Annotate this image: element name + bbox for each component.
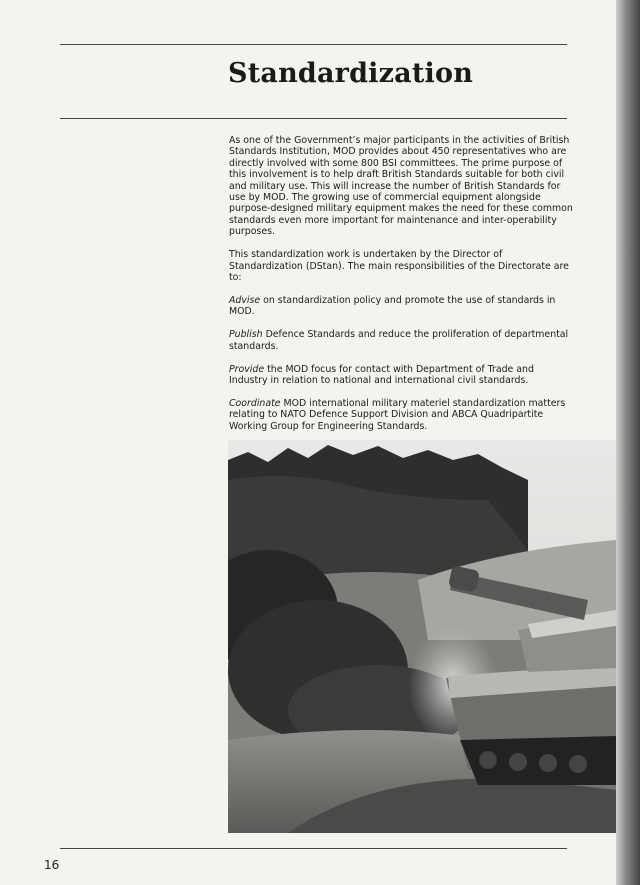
paragraph-publish [229,329,574,352]
tank-photo-illustration [228,440,616,833]
paragraph-coordinate [229,398,574,432]
coordinate-text: MOD international military materiel standardization matters relating to NATO Defence Support Division and ABCA Quadripartite Working Group for Engineering Standards. [229,397,566,432]
provide-lead: Provide [229,363,265,375]
advise-text: on standardization policy and promote the use of standards in MOD. [229,294,556,318]
page-title: Standardization [228,58,474,89]
title-underline-rule [60,118,567,119]
paragraph-dstan: This standardization work is undertaken by the Director of Standardization (DStan). The main responsibilities of the Directorate are to: [229,249,569,283]
paragraph-provide [229,364,574,387]
top-rule [60,44,567,45]
publish-text: Defence Standards and reduce the proliferation of departmental standards. [229,329,569,352]
page-edge-shadow [616,0,640,885]
coordinate-lead: Coordinate [229,397,281,409]
paragraph-advise [229,295,574,318]
footer-rule [60,848,567,849]
body-text [229,135,574,466]
paragraph-intro: As one of the Government’s major participants in the activities of British Standards Institution, MOD provides about 450 representatives who are directly involved with some 800 BSI committees. The prime purpose of this involvement is to help draft British Standards suitable for both civil and military use. This will increase the number of British Standards for use by MOD. The growing use of commercial equipment alongside purpose-designed military equipment makes the need for these common standards even more important for maintenance and inter-operability purposes. [229,135,573,238]
advise-lead: Advise [229,294,261,306]
tank-photograph [228,440,616,833]
provide-text: the MOD focus for contact with Department of Trade and Industry in relation to national and international civil standards. [229,363,534,386]
publish-lead: Publish [229,329,263,341]
page-number: 16 [44,858,60,872]
